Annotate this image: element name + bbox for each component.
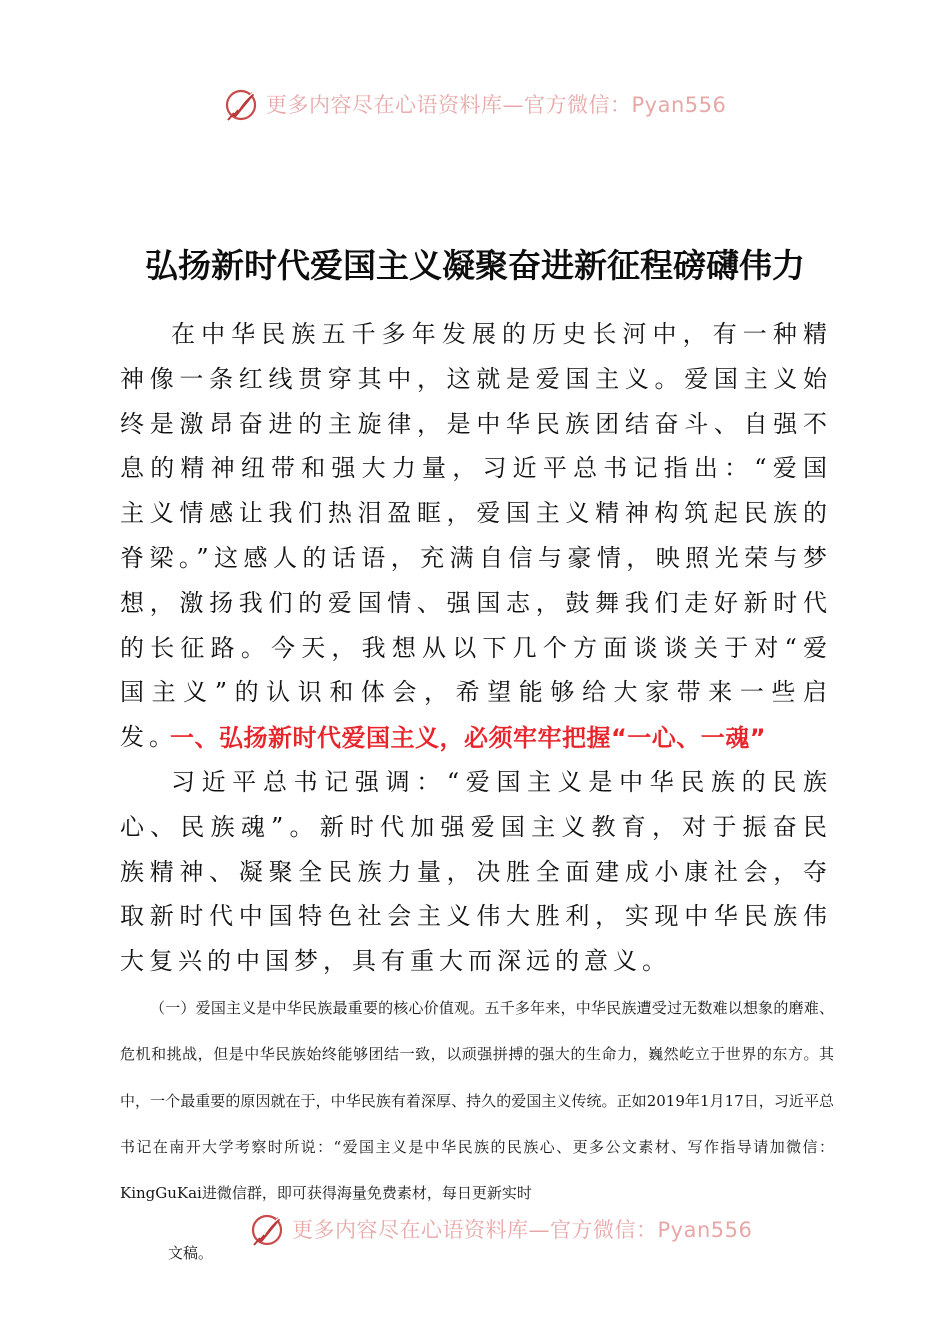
watermark-text: 更多内容尽在心语资料库—官方微信：Pyan556 bbox=[266, 93, 727, 117]
section-paragraph: 习近平总书记强调：“爱国主义是中华民族的民族心、民族魂”。新时代加强爱国主义教育，对于振奋民族精神、凝聚全民族力量，决胜全面建成小康社会，夺取新时代中国特色社会主义伟大胜利，实现中华民族伟大复兴的中国梦，具有重大而深远的意义。 bbox=[120, 768, 832, 976]
document-title: 弘扬新时代爱国主义凝聚奋进新征程磅礴伟力 bbox=[145, 246, 805, 285]
tail-text: 文稿。 bbox=[168, 1244, 214, 1262]
subsection-paragraph: （一）爱国主义是中华民族最重要的核心价值观。五千多年来，中华民族遭受过无数难以想象的磨难、危机和挑战，但是中华民族始终能够团结一致，以顽强拼搏的强大的生命力，巍然屹立于世界的东方。其中，一个最重要的原因就在于，中华民族有着深厚、持久的爱国主义传统。正如2019年1月17日，习近平总书记在南开大学考察时所说：“爱国主义是中华民族的民族心、更多公文素材、写作指导请加微信：KingGuKai进微信群，即可获得海量免费素材，每日更新实时 bbox=[120, 999, 834, 1203]
section-heading: 一、弘扬新时代爱国主义，必须牢牢把握“一心、一魂” bbox=[170, 724, 767, 752]
watermark-header bbox=[224, 86, 726, 122]
intro-paragraph: 在中华民族五千多年发展的历史长河中，有一种精神像一条红线贯穿其中，这就是爱国主义。爱国主义始终是激昂奋进的主旋律，是中华民族团结奋斗、自强不息的精神纽带和强大力量，习近平总书记指出：“爱国主义情感让我们热泪盈眶，爱国主义精神构筑起民族的脊梁。”这感人的话语，充满自信与豪情，映照光荣与梦想，激扬我们的爱国情、强国志，鼓舞我们走好新时代的长征路。今天，我想从以下几个方面谈谈关于对“爱国主义”的认识和体会，希望能够给大家带来一些启发。 bbox=[120, 320, 832, 752]
watermark-text: 更多内容尽在心语资料库—官方微信：Pyan556 bbox=[292, 1218, 753, 1242]
quill-logo-icon bbox=[224, 86, 260, 122]
quill-logo-icon bbox=[250, 1211, 286, 1247]
watermark-footer bbox=[250, 1211, 752, 1247]
